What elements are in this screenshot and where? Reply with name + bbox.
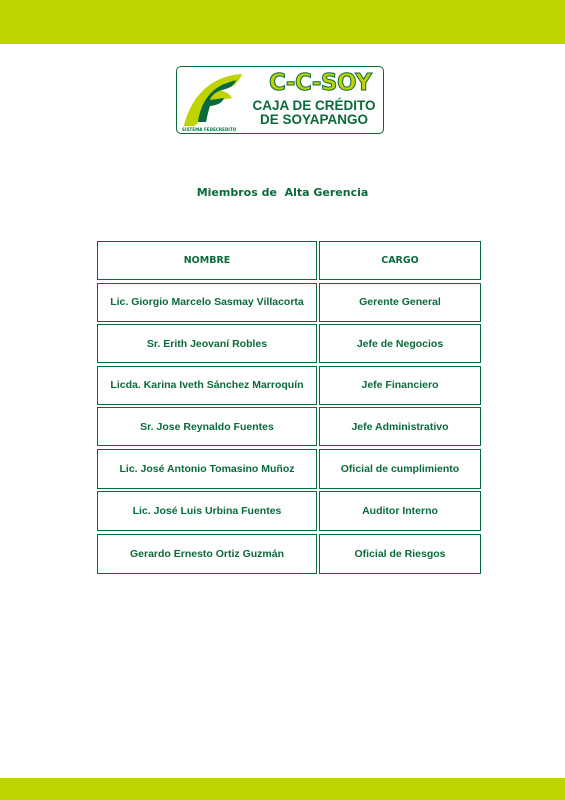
- member-name: Licda. Karina Iveth Sánchez Marroquín: [97, 366, 317, 405]
- header-role: CARGO: [319, 241, 481, 280]
- member-name: Sr. Erith Jeovaní Robles: [97, 324, 317, 363]
- member-role: Gerente General: [319, 283, 481, 322]
- member-role: Auditor Interno: [319, 491, 481, 531]
- top-accent-band: [0, 0, 565, 44]
- table-row: [97, 366, 481, 405]
- table-header-row: [97, 241, 481, 280]
- page-title: Miembros de Alta Gerencia: [196, 186, 369, 199]
- header-name: NOMBRE: [97, 241, 317, 280]
- member-name: Gerardo Ernesto Ortiz Guzmán: [97, 534, 317, 574]
- letter-f-leaf-icon: [180, 70, 244, 130]
- table-row: [97, 534, 481, 574]
- logo-name-line1: CAJA DE CRÉDITO: [252, 98, 376, 113]
- logo-name-line2: DE SOYAPANGO: [259, 112, 369, 127]
- management-table: [97, 241, 481, 576]
- member-role: Oficial de Riesgos: [319, 534, 481, 574]
- logo-tagline: SISTEMA FEDECREDITO: [182, 127, 237, 132]
- member-name: Lic. Giorgio Marcelo Sasmay Villacorta: [97, 283, 317, 322]
- member-name: Lic. José Antonio Tomasino Muñoz: [97, 449, 317, 489]
- member-role: Jefe Financiero: [319, 366, 481, 405]
- member-name: Lic. José Luis Urbina Fuentes: [97, 491, 317, 531]
- table-row: [97, 449, 481, 489]
- table-row: [97, 491, 481, 531]
- member-role: Oficial de cumplimiento: [319, 449, 481, 489]
- logo-brand-wordmark: C-C-SOY: [269, 70, 372, 96]
- company-logo: [176, 66, 384, 134]
- table-row: [97, 407, 481, 446]
- bottom-accent-band: [0, 778, 565, 800]
- member-role: Jefe Administrativo: [319, 407, 481, 446]
- member-role: Jefe de Negocios: [319, 324, 481, 363]
- member-name: Sr. Jose Reynaldo Fuentes: [97, 407, 317, 446]
- table-row: [97, 324, 481, 363]
- table-row: [97, 283, 481, 322]
